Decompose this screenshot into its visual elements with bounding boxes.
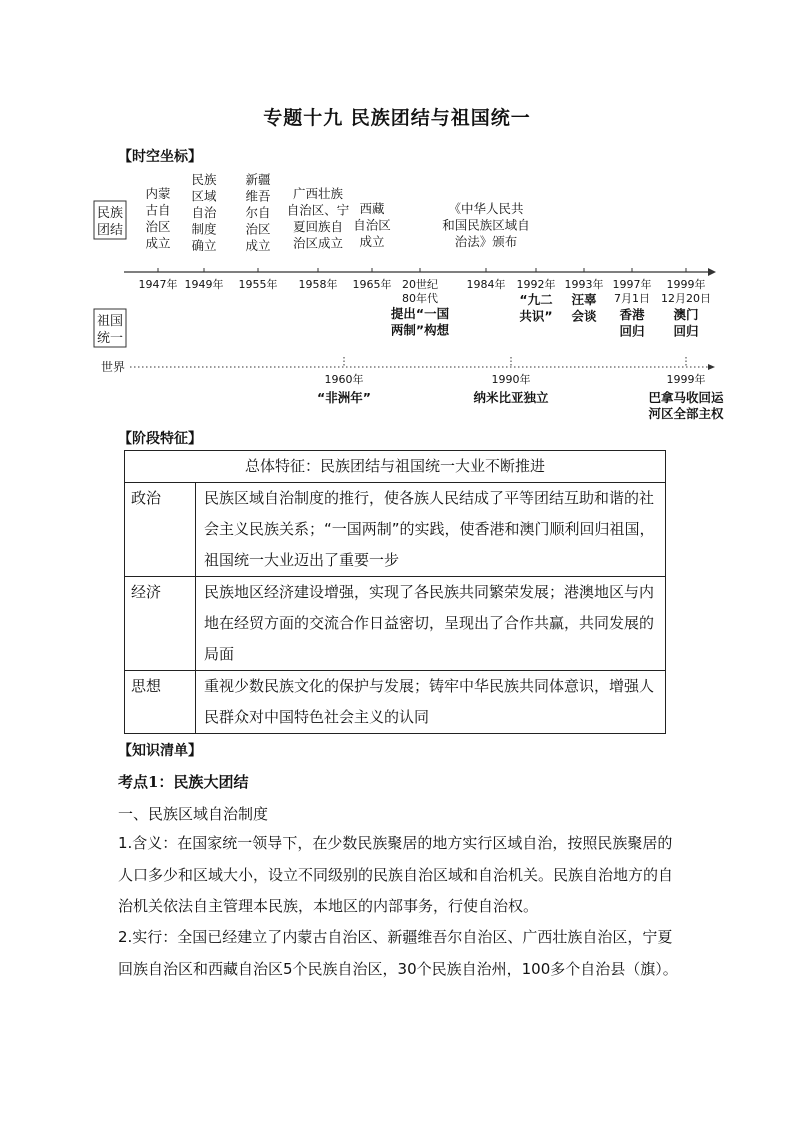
paragraph-definition: 1.含义：在国家统一领导下，在少数民族聚居的地方实行区域自治，按照民族聚居的人口多少和区域大小，设立不同级别的民族自治区域和自治机关。民族自治地方的自治机关依法自主管理本民族，本地区的内部事务，行使自治权。 bbox=[118, 834, 674, 915]
world-event-label: “非洲年” bbox=[317, 390, 371, 405]
world-event bbox=[473, 357, 549, 405]
event-label: 自治区 bbox=[353, 217, 391, 233]
event-label: 制度 bbox=[191, 221, 217, 237]
subheading-1: 一、民族区域自治制度 bbox=[118, 805, 269, 823]
section-heading-timeline: 【时空坐标】 bbox=[118, 149, 202, 165]
row-text: 民族地区经济建设增强，实现了各民族共同繁荣发展；港澳地区与内地在经贸方面的交流合作日益密切，呈现出了合作共赢，共同发展的局面 bbox=[196, 577, 666, 671]
row-label-tongyi-2: 统一 bbox=[96, 331, 124, 346]
timeline-event bbox=[517, 268, 556, 324]
row-label-minzu-2: 团结 bbox=[96, 223, 124, 238]
event-label: 成立 bbox=[145, 235, 171, 251]
event-label: 提出“一国 bbox=[390, 306, 450, 321]
event-label: 成立 bbox=[245, 238, 271, 253]
timeline-event bbox=[239, 172, 278, 291]
event-label: 共识” bbox=[519, 308, 553, 324]
row-category: 思想 bbox=[125, 671, 196, 734]
event-label: 民族 bbox=[191, 172, 217, 187]
row-label-minzu-1: 民族 bbox=[96, 206, 124, 221]
event-label: 内蒙 bbox=[145, 186, 171, 201]
section-heading-features: 【阶段特征】 bbox=[118, 431, 202, 447]
event-label: 汪辜 bbox=[571, 292, 597, 307]
row-label-world: 世界 bbox=[100, 360, 126, 374]
event-label: 治区 bbox=[145, 219, 171, 234]
world-axis-arrow-icon bbox=[708, 364, 715, 370]
event-year: 1955年 bbox=[238, 278, 278, 291]
event-label: 自治 bbox=[191, 205, 217, 220]
event-year: 7月1日 bbox=[614, 292, 650, 305]
world-event bbox=[317, 357, 371, 405]
event-label: 区域 bbox=[191, 188, 217, 204]
event-label: 治法》颁布 bbox=[454, 234, 518, 249]
event-label: 《中华人民共 bbox=[448, 201, 524, 216]
timeline-event bbox=[353, 201, 392, 291]
event-label: 尔自 bbox=[245, 205, 271, 220]
table-row bbox=[125, 483, 666, 577]
event-year: 20世纪 bbox=[402, 278, 438, 291]
timeline-event bbox=[565, 268, 604, 324]
event-year: 1992年 bbox=[516, 278, 556, 291]
event-year: 80年代 bbox=[402, 292, 438, 305]
timeline-event bbox=[613, 268, 652, 339]
event-label: 古自 bbox=[145, 202, 171, 218]
knowledge-point-1: 考点1：民族大团结 bbox=[118, 773, 249, 791]
event-label: 维吾 bbox=[245, 188, 271, 204]
event-year: 1993年 bbox=[564, 278, 604, 291]
event-label: 和国民族区域自 bbox=[442, 217, 530, 233]
event-label: 成立 bbox=[359, 234, 385, 249]
timeline-event bbox=[391, 268, 450, 338]
event-label: 治区 bbox=[245, 221, 271, 237]
event-year: 1958年 bbox=[298, 278, 338, 291]
event-year: 1949年 bbox=[184, 278, 224, 291]
table-row bbox=[125, 671, 666, 734]
section-heading-knowledge: 【知识清单】 bbox=[118, 743, 202, 759]
event-label: 回归 bbox=[619, 323, 645, 339]
row-label-minzu-box bbox=[94, 201, 126, 239]
timeline-event bbox=[661, 268, 711, 339]
page-title: 专题十九 民族团结与祖国统一 bbox=[263, 107, 531, 129]
event-year: 1984年 bbox=[466, 278, 506, 291]
world-event-label: 巴拿马收回运 bbox=[648, 390, 724, 405]
event-label: 会谈 bbox=[571, 308, 597, 324]
main-axis-arrow-icon bbox=[708, 268, 716, 276]
row-label-tongyi-1: 祖国 bbox=[96, 314, 124, 329]
row-text: 民族区域自治制度的推行，使各族人民结成了平等团结互助和谐的社会主义民族关系；“一国两制”的实践，使香港和澳门顺利回归祖国，祖国统一大业迈出了重要一步 bbox=[196, 483, 666, 577]
table-header: 总体特征：民族团结与祖国统一大业不断推进 bbox=[125, 451, 666, 483]
event-label: “九二 bbox=[519, 292, 553, 307]
world-event-year: 1990年 bbox=[491, 373, 531, 386]
row-label-tongyi-box bbox=[94, 309, 126, 347]
event-label: 新疆 bbox=[245, 172, 271, 187]
table-row bbox=[125, 577, 666, 671]
world-event-year: 1960年 bbox=[324, 373, 364, 386]
event-label: 西藏 bbox=[359, 201, 385, 216]
paragraph-implementation: 2.实行：全国已经建立了内蒙古自治区、新疆维吾尔自治区、广西壮族自治区，宁夏回族自治区和西藏自治区5个民族自治区，30个民族自治州，100多个自治县（旗）。 bbox=[118, 928, 678, 978]
timeline-event bbox=[287, 186, 350, 291]
stage-features-table bbox=[124, 450, 666, 734]
event-label: 广西壮族 bbox=[292, 186, 344, 201]
event-label: 夏回族自 bbox=[292, 219, 344, 234]
event-label: 自治区、宁 bbox=[286, 202, 350, 218]
event-year: 1999年 bbox=[666, 278, 706, 291]
world-event-year: 1999年 bbox=[666, 373, 706, 386]
world-event-label: 纳米比亚独立 bbox=[473, 390, 549, 405]
event-label: 澳门 bbox=[673, 307, 699, 322]
event-year: 1997年 bbox=[612, 278, 652, 291]
event-label: 治区成立 bbox=[292, 235, 344, 251]
event-year: 1947年 bbox=[138, 278, 178, 291]
world-event-label: 河区全部主权 bbox=[648, 406, 724, 421]
timeline-event bbox=[139, 186, 178, 291]
event-year: 1965年 bbox=[352, 278, 392, 291]
row-text: 重视少数民族文化的保护与发展；铸牢中华民族共同体意识，增强人民群众对中国特色社会主义的认同 bbox=[196, 671, 666, 734]
row-category: 经济 bbox=[125, 577, 196, 671]
event-year: 12月20日 bbox=[661, 292, 711, 305]
timeline-event bbox=[185, 172, 224, 291]
row-category: 政治 bbox=[125, 483, 196, 577]
event-label: 确立 bbox=[191, 238, 217, 253]
event-label: 回归 bbox=[673, 323, 699, 339]
event-label: 两制”构想 bbox=[390, 322, 450, 338]
event-label: 香港 bbox=[619, 307, 645, 322]
timeline-diagram bbox=[0, 0, 794, 440]
